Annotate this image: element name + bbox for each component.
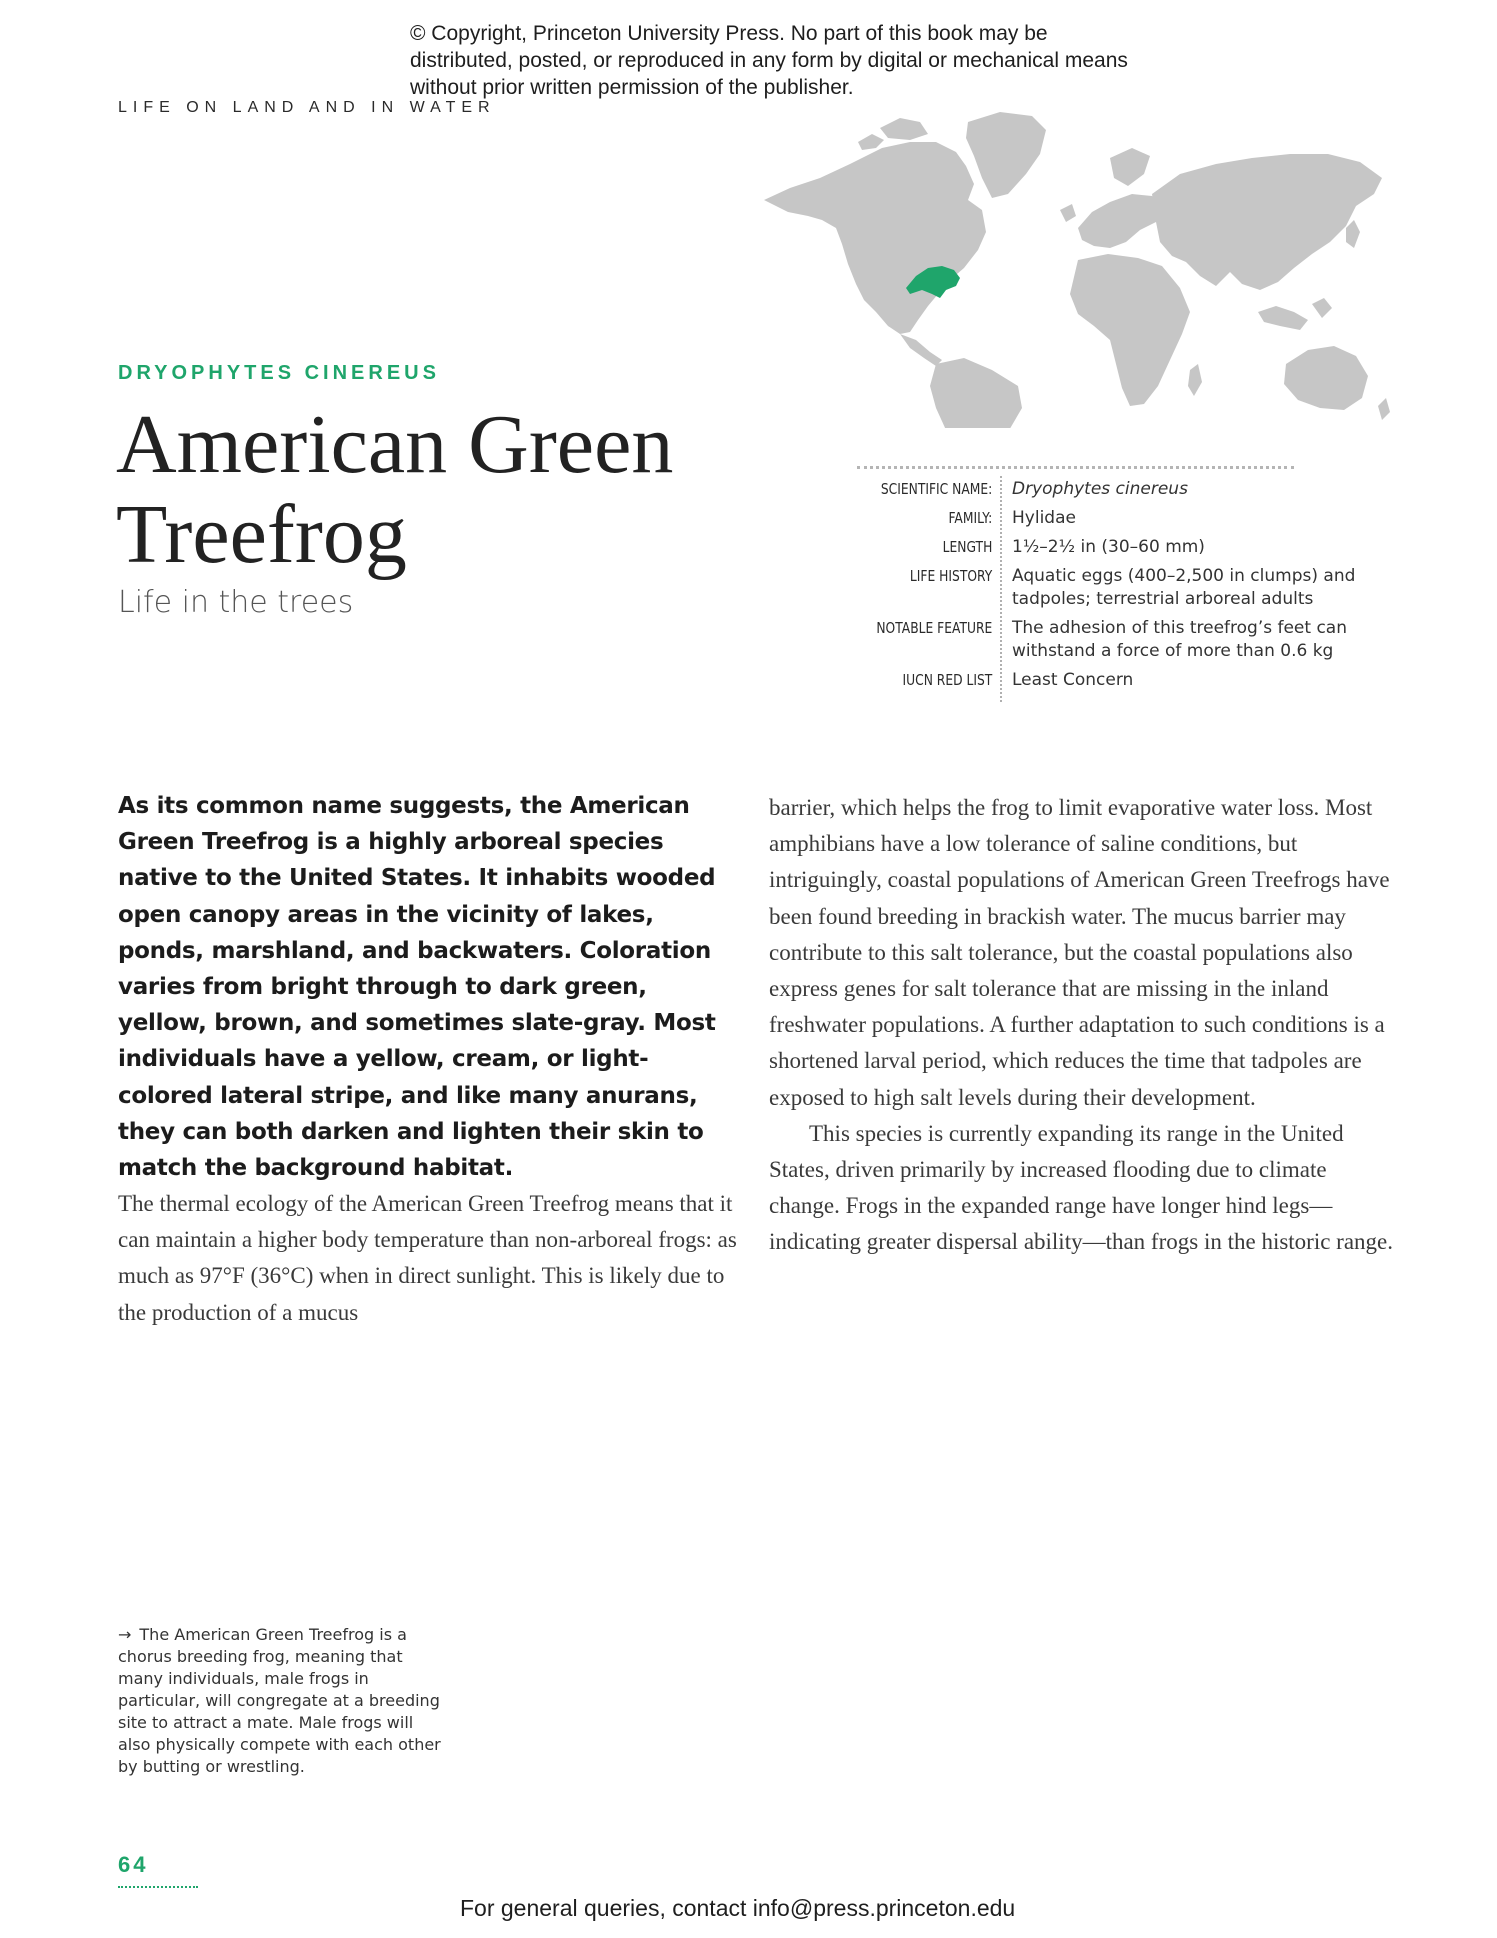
central-america-landmass [900, 334, 942, 366]
distribution-map [760, 108, 1390, 428]
caption-text: The American Green Treefrog is a chorus breeding frog, meaning that many individuals, male frogs in particular, will congregate at a breeding site to attract a mate. Male frogs will also physically compete with each other by butting or wrestling. [118, 1625, 441, 1776]
body-paragraph-2: barrier, which helps the frog to limit evaporative water loss. Most amphibians have a low tolerance of saline conditions, but intriguingly, coastal populations of American Green Treefrogs have been found breeding in brackish water. The mucus barrier may contribute to this salt tolerance, but the coastal populations also express genes for salt tolerance that are missing in the inland freshwater populations. A further adaptation to such conditions is a shortened larval period, which reduces the time that tadpoles are exposed to high salt levels during their development. [769, 795, 1390, 1110]
australia-landmass [1284, 346, 1368, 410]
fact-label: LENGTH [942, 538, 993, 556]
body-paragraph-1: The thermal ecology of the American Green Treefrog means that it can maintain a higher body temperature than non-arboreal frogs: as much as 97°F (36°C) when in direct sunlight. This is likely due to the production of a mucus [118, 1191, 737, 1325]
fact-label: FAMILY: [948, 509, 993, 527]
page-number-underline [118, 1886, 198, 1888]
page-number: 64 [118, 1852, 149, 1877]
fact-row-life-history [840, 565, 1400, 611]
fact-label: LIFE HISTORY [909, 567, 993, 585]
fact-value: Dryophytes cinereus [1012, 479, 1188, 499]
page-subtitle: Life in the trees [118, 585, 354, 620]
fact-label: NOTABLE FEATURE [876, 619, 993, 637]
fact-row-notable-feature [840, 617, 1400, 663]
fact-row-scientific-name [840, 478, 1400, 501]
fact-value: The adhesion of this treefrog’s feet can withstand a force of more than 0.6 kg [1012, 618, 1348, 661]
fact-table [840, 478, 1400, 698]
running-head: LIFE ON LAND AND IN WATER [118, 99, 496, 116]
asia-landmass [1152, 154, 1382, 290]
fact-row-iucn-red-list [840, 669, 1400, 692]
body-column-2 [769, 790, 1394, 1261]
fact-label: IUCN RED LIST [902, 671, 993, 689]
body-paragraph-3: This species is currently expanding its range in the United States, driven primarily by increased flooding due to climate change. Frogs in the expanded range have longer hind legs—indicating greater dispersal ability—than frogs in the historic range. [769, 1120, 1394, 1255]
fact-value: Hylidae [1012, 508, 1076, 528]
fact-label: SCIENTIFIC NAME: [880, 480, 993, 498]
arrow-right-icon: → [118, 1625, 132, 1644]
fact-row-length [840, 536, 1400, 559]
africa-landmass [1070, 254, 1190, 406]
europe-landmass [1078, 194, 1164, 248]
page-title: American Green Treefrog [116, 398, 674, 581]
fact-value: Aquatic eggs (400–2,500 in clumps) and tadpoles; terrestrial arboreal adults [1012, 566, 1356, 609]
south-america-landmass [930, 358, 1022, 428]
photo-caption [118, 1624, 448, 1778]
scientific-name-heading: DRYOPHYTES CINEREUS [118, 362, 440, 384]
southeast-asia-islands [1258, 306, 1308, 330]
footer-contact: For general queries, contact info@press.princeton.edu [460, 1895, 1016, 1921]
arctic-islands [880, 118, 928, 140]
lead-paragraph: As its common name suggests, the American Green Treefrog is a highly arboreal species native to the United States. It inhabits wooded open canopy areas in the vicinity of lakes, ponds, marshland, and backwaters. Coloration varies from bright through to dark green, yellow, brown, and sometimes slate-gray. Most individuals have a yellow, cream, or light-colored lateral stripe, and like many anurans, they can both darken and lighten their skin to match the background habitat. [118, 793, 716, 1182]
fact-row-family [840, 507, 1400, 530]
copyright-notice: © Copyright, Princeton University Press. No part of this book may be distributed, posted, or reproduced in any form by digital or mechanical means without prior written permission of the publisher. [410, 22, 1128, 99]
fact-value: Least Concern [1012, 670, 1134, 690]
fact-value: 1½–2½ in (30–60 mm) [1012, 537, 1205, 557]
facts-top-divider [857, 466, 1294, 469]
north-america-landmass [764, 142, 986, 334]
greenland-landmass [966, 112, 1046, 198]
